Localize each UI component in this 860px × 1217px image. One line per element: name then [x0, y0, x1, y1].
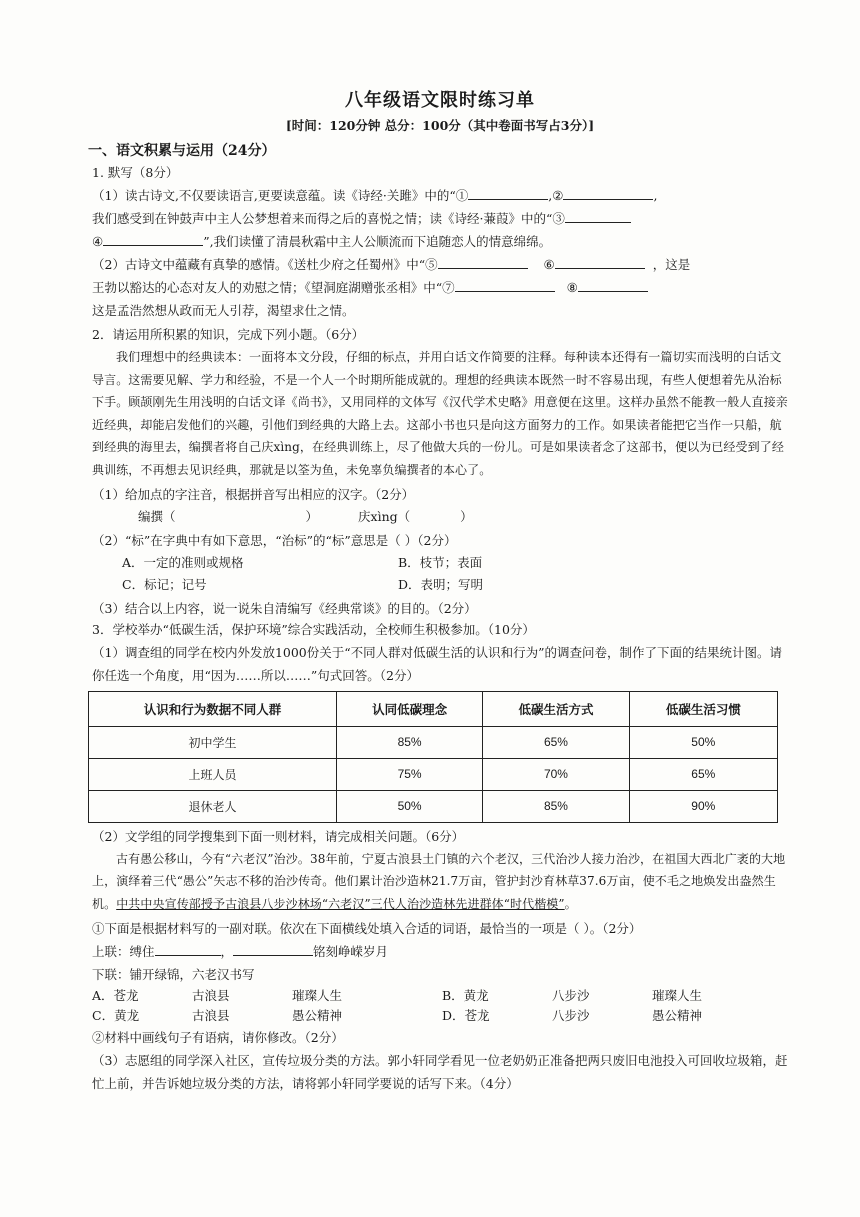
text: （1）读古诗文,不仅要读语言,更要读意蕴。读《诗经·关雎》中的“① [92, 188, 469, 203]
couplet-blank-2[interactable] [233, 941, 313, 956]
table-cell: 90% [629, 790, 777, 822]
couplet-question: ①下面是根据材料写的一副对联。依次在下面横线处填入合适的词语，最恰当的一项是（ ）。（2分） [92, 921, 642, 937]
q2-options-row1 [92, 552, 788, 574]
option-cell[interactable]: B．黄龙 [442, 988, 489, 1004]
table-cell: 65% [483, 726, 629, 758]
text: 上联：缚住 [92, 944, 155, 960]
table-header: 认同低碳理念 [336, 691, 482, 726]
option-cell: 璀璨人生 [652, 988, 703, 1004]
answer-blank-3[interactable] [565, 208, 631, 223]
q1-part1 [92, 184, 788, 253]
table-cell: 85% [336, 726, 482, 758]
q1-part2 [92, 253, 788, 322]
text: 这是孟浩然想从政而无人引荐，渴望求仕之情。 [92, 303, 355, 318]
answer-blank-7[interactable] [455, 277, 555, 292]
text: ⑧ [566, 280, 578, 295]
table-cell: 75% [336, 758, 482, 790]
q2-title: 2．请运用所积累的知识，完成下列小题。（6分） [92, 327, 365, 342]
option-cell[interactable]: C．黄龙 [92, 1008, 140, 1024]
option-cell: 古浪县 [192, 988, 230, 1004]
material-end: 。 [564, 896, 577, 911]
worksheet-title: 八年级语文限时练习单 [345, 90, 535, 111]
worksheet-subtitle: [时间：120分钟 总分：100分（其中卷面书写占3分）] [285, 118, 595, 133]
option-cell: 古浪县 [192, 1008, 230, 1024]
table-cell: 50% [336, 790, 482, 822]
option-cell: 八步沙 [552, 1008, 590, 1024]
survey-table [88, 691, 778, 823]
answer-blank-6[interactable] [555, 254, 645, 269]
text: ，这是 [652, 257, 691, 272]
answer-blank-8[interactable] [578, 277, 648, 292]
text: ） [460, 508, 473, 524]
q3-material [92, 848, 788, 916]
option-cell[interactable]: A．苍龙 [92, 988, 139, 1004]
text: 我们感受到在钟鼓声中主人公梦想着来而得之后的喜悦之情；读《诗经·蒹葭》中的“③ [92, 211, 565, 226]
text: 编撰（ [138, 508, 176, 524]
q2-sub2: （2）“标”在字典中有如下意思，“治标”的“标”意思是（ ）（2分） [92, 532, 457, 548]
answer-blank-2[interactable] [563, 185, 653, 200]
table-header-row [89, 691, 778, 726]
text: 王勃以豁达的心态对友人的劝慰之情；《望洞庭湖赠张丞相》中“⑦ [92, 280, 455, 295]
underlined-sentence: 中共中央宣传部授予古浪县八步沙林场“六老汉”三代人治沙造林先进群体“时代楷模” [116, 896, 565, 911]
table-header: 认识和行为数据不同人群 [89, 691, 337, 726]
answer-space-a[interactable] [176, 506, 306, 528]
couplet-blank-1[interactable] [155, 941, 221, 956]
table-header: 低碳生活习惯 [629, 691, 777, 726]
q2-options-row2 [92, 574, 788, 596]
q3-sub1: （1）调查组的同学在校内外发放1000份关于“不同人群对低碳生活的认识和行为”的调查问卷，制作了下面的结果统计图。请你任选一个角度，用“因为……所以……”句式回答。（2分） [92, 644, 783, 683]
q3-sub2: （2）文学组的同学搜集到下面一则材料，请完成相关问题。（6分） [92, 828, 465, 844]
text: ”,我们读懂了清晨秋霜中主人公顺流而下追随恋人的情意绵绵。 [203, 234, 552, 249]
text: ④ [92, 234, 104, 249]
text: , [653, 188, 658, 203]
option-b[interactable]: B．枝节；表面 [398, 554, 483, 570]
table-cell: 70% [483, 758, 629, 790]
answer-space-b[interactable] [410, 506, 460, 528]
q2-pinyin-row [92, 506, 788, 528]
option-a[interactable]: A．一定的准则或规格 [122, 554, 244, 570]
text: 庆xìng（ [358, 508, 411, 524]
q2-sub3: （3）结合以上内容，说一说朱自清编写《经典常谈》的目的。（2分） [92, 600, 477, 616]
answer-blank-5[interactable] [438, 254, 528, 269]
material-text: 古有愚公移山，今有“六老汉”治沙。38年前，宁夏古浪县土门镇的六个老汉，三代治沙人接力治沙，在祖国大西北广袤的大地上，演绎着三代“愚公”矢志不移的治沙传奇。他们累计治沙造林21.7万亩，管护封沙育林草37.6万亩，使不毛之地焕发出盎然生机。 [92, 851, 786, 911]
table-cell: 50% [629, 726, 777, 758]
table-header: 低碳生活方式 [483, 691, 629, 726]
fix-sentence-question: ②材料中画线句子有语病，请你修改。（2分） [92, 1030, 344, 1046]
q2-passage: 我们理想中的经典读本：一面将本文分段，仔细的标点，并用白话文作简要的注释。每种读本还得有一篇切实而浅明的白话文导言。这需要见解、学力和经验，不是一个人一个时期所能成就的。理想的经典读本既然一时不容易出现，有些人便想着先从治标下手。顾颉刚先生用浅明的白话文译《尚书》，又用同样的文体写《汉代学术史略》用意便在这里。这样办虽然不能教一般人直接亲近经典，却能启发他们的兴趣，引他们到经典的大路上去。这部小书也只是向这方面努力的工作。如果读者能把它当作一只船，航到经典的海里去，编撰者将自己庆xìng，在经典训练上，尽了他做大兵的一份儿。可是如果读者念了这部书，便以为已经受到了经典训练，不再想去见识经典，那就是以筌为鱼，未免辜负编撰者的本心了。 [92, 350, 788, 477]
option-c[interactable]: C．标记；记号 [122, 576, 207, 592]
text: （2）古诗文中蕴藏有真挚的感情。《送杜少府之任蜀州》中“⑤ [92, 257, 438, 272]
table-cell: 初中学生 [89, 726, 337, 758]
couplet-upper: 上联：缚住 ， 铭刻峥嵘岁月 [92, 940, 788, 963]
option-cell: 八步沙 [552, 988, 590, 1004]
text: ） [305, 508, 319, 524]
option-cell[interactable]: D．苍龙 [442, 1008, 490, 1024]
q3-title: 3．学校举办“低碳生活，保护环境”综合实践活动，全校师生积极参加。（10分） [92, 621, 535, 637]
option-d[interactable]: D．表明；写明 [398, 576, 484, 592]
answer-blank-4[interactable] [103, 231, 203, 246]
table-row [89, 790, 778, 822]
couplet-options [92, 986, 788, 1026]
text: 铭刻峥嵘岁月 [313, 944, 389, 960]
table-row [89, 758, 778, 790]
q3-sub3: （3）志愿组的同学深入社区，宣传垃圾分类的方法。郭小轩同学看见一位老奶奶正准备把两只废旧电池投入可回收垃圾箱，赶忙上前，并告诉她垃圾分类的方法，请将郭小轩同学要说的话写下来。（4分） [92, 1053, 788, 1092]
answer-blank-1[interactable] [468, 185, 548, 200]
table-cell: 上班人员 [89, 758, 337, 790]
option-cell: 璀璨人生 [292, 988, 343, 1004]
option-cell: 愚公精神 [652, 1008, 703, 1024]
section-heading: 一、语文积累与运用（24分） [88, 143, 276, 159]
text: ⑥ [543, 257, 555, 272]
option-cell: 愚公精神 [292, 1008, 343, 1024]
couplet-lower: 下联：铺开绿锦，六老汉书写 [92, 967, 255, 983]
table-cell: 退休老人 [89, 790, 337, 822]
q2-sub1: （1）给加点的字注音，根据拼音写出相应的汉字。（2分） [92, 486, 415, 502]
text: ,② [548, 188, 564, 203]
table-cell: 65% [629, 758, 777, 790]
q1-title: 1. 默写（8分） [92, 165, 179, 180]
table-row [89, 726, 778, 758]
table-cell: 85% [483, 790, 629, 822]
